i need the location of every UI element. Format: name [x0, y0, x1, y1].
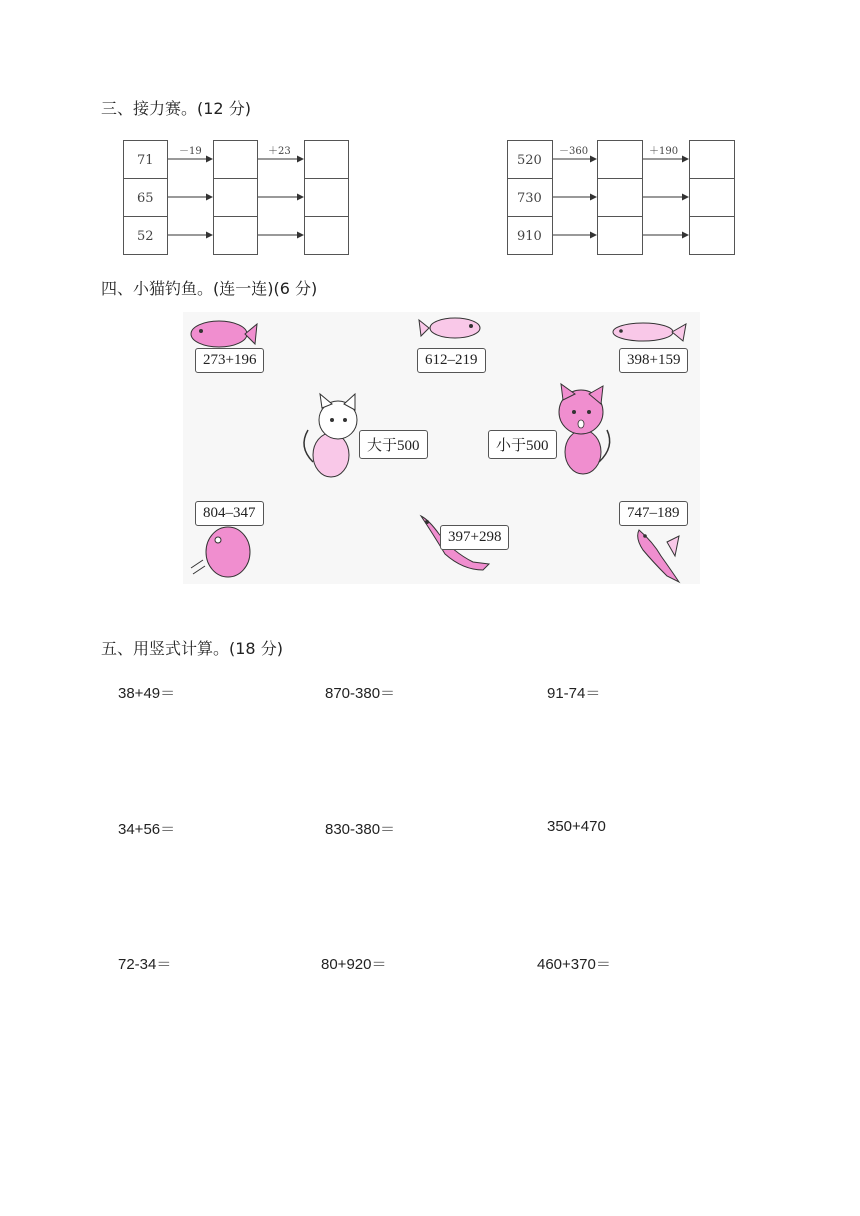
calc-problem: 91-74＝	[547, 685, 601, 702]
calc-problem: 34+56＝	[118, 821, 176, 838]
relay-table-left	[123, 140, 353, 256]
fish-icon	[613, 323, 686, 341]
fish-expression-4: 804–347	[195, 501, 264, 526]
relay-right-op1: －360	[559, 146, 589, 157]
calc-problem: 80+920＝	[321, 956, 387, 973]
relay-left-start-3: 52	[137, 229, 154, 244]
calc-problem: 72-34＝	[118, 956, 172, 973]
fish-expression-3: 398+159	[619, 348, 688, 373]
fish-icon	[191, 321, 257, 347]
cat-icon	[304, 394, 357, 477]
fish-icon	[638, 530, 679, 582]
section4-title: 四、小猫钓鱼。(连一连)(6 分)	[101, 279, 318, 298]
fish-expression-1: 273+196	[195, 348, 264, 373]
fish-icon	[419, 318, 480, 338]
relay-left-start-1: 71	[137, 153, 154, 168]
relay-right-start-2: 730	[517, 191, 542, 206]
cat-fishing-panel	[183, 312, 700, 584]
calc-problem: 870-380＝	[325, 685, 396, 702]
section3-title: 三、接力赛。(12 分)	[101, 99, 251, 118]
calc-problem: 460+370＝	[537, 956, 611, 973]
fish-icon	[191, 527, 250, 577]
section5-title: 五、用竖式计算。(18 分)	[101, 639, 283, 658]
relay-table-right	[507, 140, 739, 256]
relay-left-op2: ＋23	[268, 146, 291, 157]
calc-problem: 38+49＝	[118, 685, 176, 702]
relay-right-op2: ＋190	[649, 146, 679, 157]
relay-right-start-3: 910	[517, 229, 542, 244]
relay-right-start-1: 520	[517, 153, 542, 168]
cat-label-greater: 大于500	[359, 430, 428, 459]
fish-expression-2: 612–219	[417, 348, 486, 373]
cat-icon	[559, 384, 610, 474]
calc-problem: 350+470	[547, 818, 606, 835]
calc-problem: 830-380＝	[325, 821, 396, 838]
cat-label-less: 小于500	[488, 430, 557, 459]
relay-left-start-2: 65	[137, 191, 154, 206]
fish-expression-6: 747–189	[619, 501, 688, 526]
relay-left-op1: －19	[179, 146, 202, 157]
fish-expression-5: 397+298	[440, 525, 509, 550]
